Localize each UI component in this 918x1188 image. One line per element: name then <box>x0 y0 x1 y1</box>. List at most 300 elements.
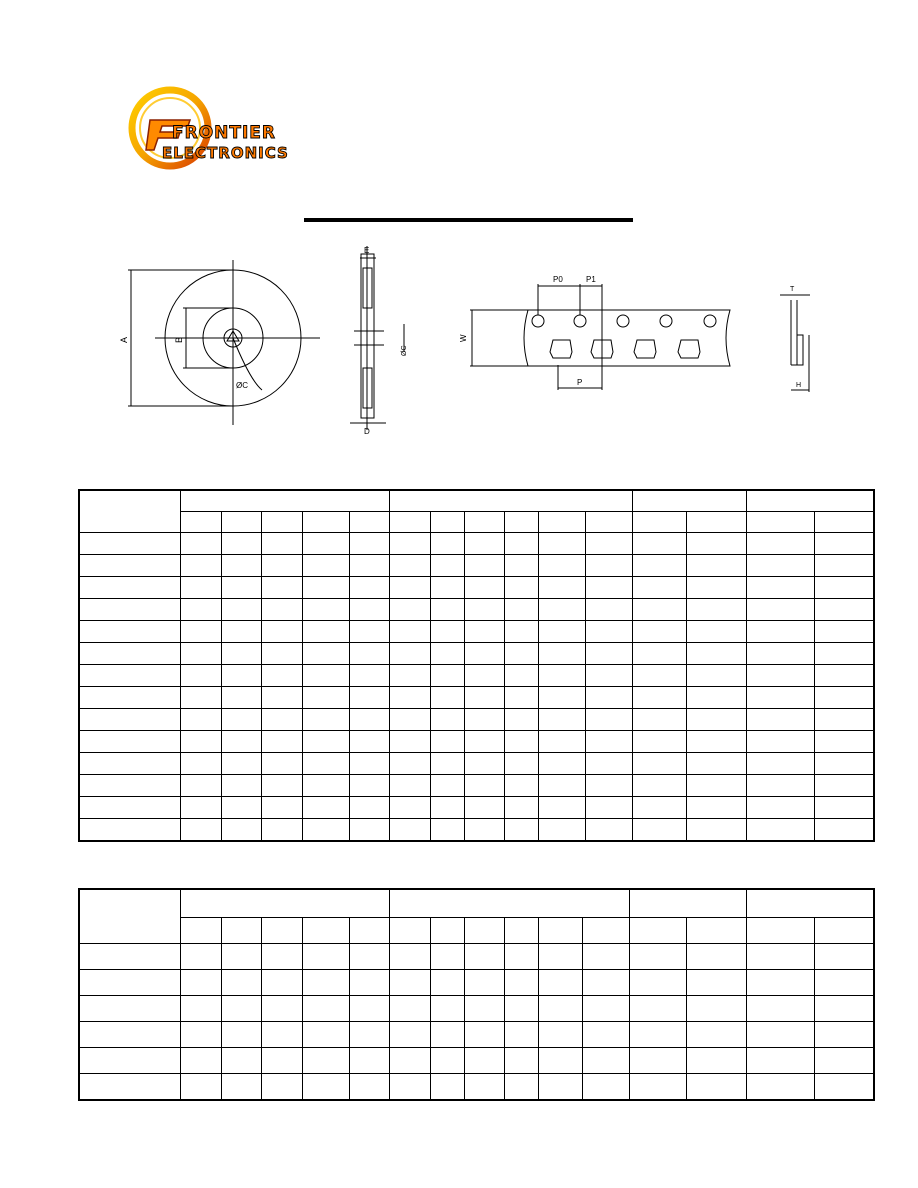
table-cell <box>504 970 538 996</box>
table-cell <box>430 775 464 797</box>
table-cell <box>389 555 430 577</box>
profile-label-t: T <box>790 286 795 293</box>
table-cell <box>221 687 261 709</box>
table-cell <box>585 665 632 687</box>
table-cell <box>686 643 746 665</box>
table-cell <box>686 665 746 687</box>
header-cell <box>814 918 874 944</box>
table-cell <box>538 577 585 599</box>
table-cell <box>389 731 430 753</box>
table-cell <box>349 621 389 643</box>
table-cell <box>504 797 538 819</box>
table-cell <box>814 797 874 819</box>
table-cell <box>464 665 504 687</box>
table-cell <box>538 970 582 996</box>
side-label-d: D <box>364 427 370 436</box>
table-cell <box>504 687 538 709</box>
row-label-cell <box>79 996 180 1022</box>
table-cell <box>180 1022 221 1048</box>
table-cell <box>261 731 302 753</box>
table-cell <box>746 687 814 709</box>
table-cell <box>686 555 746 577</box>
table-cell <box>814 970 874 996</box>
table-cell <box>180 819 221 842</box>
table-row <box>79 819 874 842</box>
table-row <box>79 709 874 731</box>
table-cell <box>221 577 261 599</box>
table-cell <box>261 970 302 996</box>
tape-label-p0: P0 <box>553 275 563 284</box>
table-cell <box>389 996 430 1022</box>
table-cell <box>261 555 302 577</box>
table-cell <box>686 533 746 555</box>
table-cell <box>814 944 874 970</box>
table-cell <box>221 970 261 996</box>
row-label-cell <box>79 577 180 599</box>
header-cell <box>389 512 430 533</box>
table-cell <box>582 996 629 1022</box>
table-cell <box>349 819 389 842</box>
table-cell <box>302 687 349 709</box>
table-cell <box>349 599 389 621</box>
table-cell <box>302 533 349 555</box>
table-cell <box>746 1074 814 1101</box>
table-cell <box>746 709 814 731</box>
header-cell <box>814 512 874 533</box>
table-row <box>79 643 874 665</box>
table-cell <box>814 665 874 687</box>
profile-diagram <box>780 295 810 392</box>
table-cell <box>629 1022 686 1048</box>
table-row <box>79 599 874 621</box>
logo-line1: FRONTIER <box>172 123 277 143</box>
table-cell <box>430 709 464 731</box>
table-cell <box>261 709 302 731</box>
table-cell <box>746 621 814 643</box>
table-cell <box>538 1048 582 1074</box>
header-cell <box>180 512 221 533</box>
table-cell <box>686 1022 746 1048</box>
table-cell <box>349 665 389 687</box>
table-cell <box>504 1074 538 1101</box>
header-cell <box>261 512 302 533</box>
table-cell <box>389 687 430 709</box>
header-cell <box>79 490 180 533</box>
profile-label-h: H <box>796 382 802 389</box>
table-cell <box>349 731 389 753</box>
table-row <box>79 731 874 753</box>
table-cell <box>302 970 349 996</box>
table-cell <box>302 665 349 687</box>
reel-label-b: B <box>174 336 184 343</box>
table-cell <box>261 533 302 555</box>
table-cell <box>632 621 686 643</box>
table-cell <box>302 797 349 819</box>
row-label-cell <box>79 944 180 970</box>
table-row <box>79 944 874 970</box>
table-cell <box>538 687 585 709</box>
table-cell <box>814 687 874 709</box>
table-cell <box>686 1074 746 1101</box>
table-cell <box>180 797 221 819</box>
row-label-cell <box>79 797 180 819</box>
table-cell <box>538 643 585 665</box>
table-cell <box>538 775 585 797</box>
table-cell <box>504 577 538 599</box>
table-cell <box>430 753 464 775</box>
table-cell <box>814 753 874 775</box>
table-cell <box>221 753 261 775</box>
table-cell <box>302 775 349 797</box>
table-cell <box>538 1022 582 1048</box>
table-cell <box>180 753 221 775</box>
table-cell <box>389 1022 430 1048</box>
header-cell <box>389 918 430 944</box>
table-cell <box>389 970 430 996</box>
table-cell <box>430 643 464 665</box>
header-cell <box>504 918 538 944</box>
header-group-cell <box>180 490 389 512</box>
table-cell <box>302 819 349 842</box>
table-row <box>79 555 874 577</box>
table-cell <box>582 1048 629 1074</box>
table-cell <box>349 687 389 709</box>
table-cell <box>686 621 746 643</box>
table-cell <box>349 1048 389 1074</box>
header-cell <box>746 918 814 944</box>
table-cell <box>221 775 261 797</box>
table-cell <box>504 665 538 687</box>
table-cell <box>538 731 585 753</box>
row-label-cell <box>79 643 180 665</box>
table-cell <box>814 731 874 753</box>
table-cell <box>261 1074 302 1101</box>
header-cell <box>261 918 302 944</box>
table-cell <box>629 996 686 1022</box>
table-subheader-row <box>79 512 874 533</box>
table-cell <box>538 944 582 970</box>
table-cell <box>261 819 302 842</box>
table-cell <box>389 599 430 621</box>
row-label-cell <box>79 533 180 555</box>
table-cell <box>430 687 464 709</box>
table-cell <box>349 996 389 1022</box>
table-cell <box>430 599 464 621</box>
table-cell <box>504 709 538 731</box>
table-cell <box>538 555 585 577</box>
table-cell <box>746 643 814 665</box>
table-cell <box>464 643 504 665</box>
table-cell <box>349 944 389 970</box>
side-label-c: ØC <box>401 345 408 356</box>
table-cell <box>686 577 746 599</box>
table-cell <box>180 970 221 996</box>
table-cell <box>746 731 814 753</box>
table-cell <box>538 1074 582 1101</box>
header-cell <box>746 512 814 533</box>
table-cell <box>302 944 349 970</box>
table-cell <box>221 1074 261 1101</box>
table-cell <box>814 1022 874 1048</box>
side-diagram <box>350 246 404 430</box>
table-row <box>79 687 874 709</box>
table-cell <box>686 731 746 753</box>
table-cell <box>814 599 874 621</box>
header-group-cell <box>629 889 746 918</box>
table-cell <box>261 643 302 665</box>
table-cell <box>221 709 261 731</box>
table-cell <box>464 1048 504 1074</box>
table-cell <box>632 775 686 797</box>
table-cell <box>349 797 389 819</box>
table-cell <box>585 687 632 709</box>
table-cell <box>389 665 430 687</box>
tape-label-p: P <box>577 378 583 387</box>
table-cell <box>302 577 349 599</box>
table-cell <box>814 577 874 599</box>
logo-line2: ELECTRONICS <box>162 144 289 162</box>
header-cell <box>464 512 504 533</box>
table-cell <box>180 643 221 665</box>
table-cell <box>632 665 686 687</box>
table-cell <box>746 819 814 842</box>
table-cell <box>221 533 261 555</box>
table-cell <box>746 775 814 797</box>
table-cell <box>464 1022 504 1048</box>
table-cell <box>504 533 538 555</box>
header-cell <box>686 512 746 533</box>
table-cell <box>389 797 430 819</box>
table-cell <box>349 970 389 996</box>
table-subheader-row <box>79 918 874 944</box>
table-cell <box>430 996 464 1022</box>
reel-diagram <box>128 260 320 425</box>
row-label-cell <box>79 753 180 775</box>
table-cell <box>464 797 504 819</box>
table-cell <box>221 599 261 621</box>
row-label-cell <box>79 1074 180 1101</box>
table-cell <box>504 643 538 665</box>
table-cell <box>814 1048 874 1074</box>
table-cell <box>585 621 632 643</box>
table-cell <box>349 1022 389 1048</box>
table-cell <box>180 731 221 753</box>
table-cell <box>430 1022 464 1048</box>
table-cell <box>221 731 261 753</box>
table-cell <box>221 1022 261 1048</box>
header-cell <box>79 889 180 944</box>
table-cell <box>430 621 464 643</box>
table-cell <box>464 996 504 1022</box>
table-cell <box>746 577 814 599</box>
table-cell <box>814 996 874 1022</box>
table-cell <box>582 944 629 970</box>
table-cell <box>464 599 504 621</box>
table-cell <box>430 970 464 996</box>
table-cell <box>302 555 349 577</box>
table-cell <box>389 944 430 970</box>
table-cell <box>585 819 632 842</box>
table-cell <box>430 819 464 842</box>
tape-diagram <box>470 284 730 390</box>
table-cell <box>302 709 349 731</box>
table-cell <box>180 1048 221 1074</box>
table-cell <box>430 555 464 577</box>
header-cell <box>632 512 686 533</box>
header-cell <box>538 512 585 533</box>
header-cell <box>349 512 389 533</box>
table-cell <box>464 709 504 731</box>
table-row <box>79 1048 874 1074</box>
table-cell <box>504 1048 538 1074</box>
table-cell <box>632 687 686 709</box>
header-group-cell <box>746 490 874 512</box>
table-row <box>79 970 874 996</box>
table-cell <box>349 709 389 731</box>
table-cell <box>632 797 686 819</box>
table-cell <box>582 1022 629 1048</box>
table-cell <box>389 533 430 555</box>
table-row <box>79 1074 874 1101</box>
header-group-cell <box>746 889 874 918</box>
tape-label-w: W <box>459 334 468 342</box>
table-cell <box>430 1048 464 1074</box>
table-row <box>79 797 874 819</box>
table-cell <box>302 1048 349 1074</box>
header-cell <box>538 918 582 944</box>
table-cell <box>430 533 464 555</box>
table-cell <box>629 970 686 996</box>
table-cell <box>746 555 814 577</box>
table-header-row <box>79 889 874 918</box>
table-cell <box>686 687 746 709</box>
reel-tape-spec-table-1 <box>78 489 875 842</box>
row-label-cell <box>79 1048 180 1074</box>
table-cell <box>180 996 221 1022</box>
table-cell <box>629 944 686 970</box>
table-cell <box>389 753 430 775</box>
header-cell <box>504 512 538 533</box>
header-group-cell <box>632 490 746 512</box>
table-cell <box>302 599 349 621</box>
table-cell <box>180 944 221 970</box>
header-group-cell <box>180 889 389 918</box>
table-cell <box>585 753 632 775</box>
table-cell <box>632 533 686 555</box>
table-row <box>79 996 874 1022</box>
table-cell <box>814 621 874 643</box>
table-row <box>79 621 874 643</box>
tape-label-p1: P1 <box>586 275 596 284</box>
header-group-cell <box>389 490 632 512</box>
table-cell <box>746 599 814 621</box>
table-cell <box>221 944 261 970</box>
header-cell <box>302 512 349 533</box>
table-cell <box>504 731 538 753</box>
table-cell <box>746 944 814 970</box>
table-cell <box>302 621 349 643</box>
table-cell <box>430 1074 464 1101</box>
header-cell <box>585 512 632 533</box>
table-cell <box>221 643 261 665</box>
table-cell <box>629 1048 686 1074</box>
header-group-cell <box>389 889 629 918</box>
table-cell <box>261 1022 302 1048</box>
table-cell <box>538 665 585 687</box>
table-cell <box>430 731 464 753</box>
table-cell <box>632 753 686 775</box>
header-cell <box>221 512 261 533</box>
table-cell <box>180 709 221 731</box>
table-cell <box>302 1022 349 1048</box>
table-cell <box>582 1074 629 1101</box>
table-cell <box>221 819 261 842</box>
table-cell <box>814 643 874 665</box>
table-cell <box>582 970 629 996</box>
row-label-cell <box>79 1022 180 1048</box>
table-cell <box>389 643 430 665</box>
header-cell <box>302 918 349 944</box>
table-cell <box>261 665 302 687</box>
table-cell <box>538 621 585 643</box>
table-cell <box>746 1048 814 1074</box>
table-cell <box>686 599 746 621</box>
table-cell <box>538 599 585 621</box>
table-cell <box>504 555 538 577</box>
table-row <box>79 753 874 775</box>
table-cell <box>814 819 874 842</box>
table-cell <box>180 1074 221 1101</box>
table-cell <box>464 970 504 996</box>
table-row <box>79 775 874 797</box>
table-cell <box>632 709 686 731</box>
table-cell <box>746 970 814 996</box>
table-cell <box>180 687 221 709</box>
table-cell <box>221 665 261 687</box>
table-cell <box>261 621 302 643</box>
table-cell <box>349 1074 389 1101</box>
table-cell <box>389 819 430 842</box>
table-cell <box>180 775 221 797</box>
table-cell <box>261 599 302 621</box>
table-cell <box>261 1048 302 1074</box>
table-cell <box>180 555 221 577</box>
table-cell <box>504 944 538 970</box>
table-row <box>79 577 874 599</box>
table-cell <box>180 665 221 687</box>
table-cell <box>389 577 430 599</box>
table-cell <box>504 753 538 775</box>
table-cell <box>686 709 746 731</box>
table-cell <box>221 797 261 819</box>
table-cell <box>585 533 632 555</box>
table-cell <box>349 533 389 555</box>
row-label-cell <box>79 709 180 731</box>
table-cell <box>746 996 814 1022</box>
table-cell <box>261 577 302 599</box>
table-cell <box>302 731 349 753</box>
table-cell <box>686 797 746 819</box>
table-cell <box>814 1074 874 1101</box>
header-cell <box>629 918 686 944</box>
table-cell <box>430 797 464 819</box>
table-cell <box>464 555 504 577</box>
row-label-cell <box>79 731 180 753</box>
table-cell <box>349 555 389 577</box>
table-cell <box>585 577 632 599</box>
table-cell <box>632 599 686 621</box>
header-cell <box>221 918 261 944</box>
